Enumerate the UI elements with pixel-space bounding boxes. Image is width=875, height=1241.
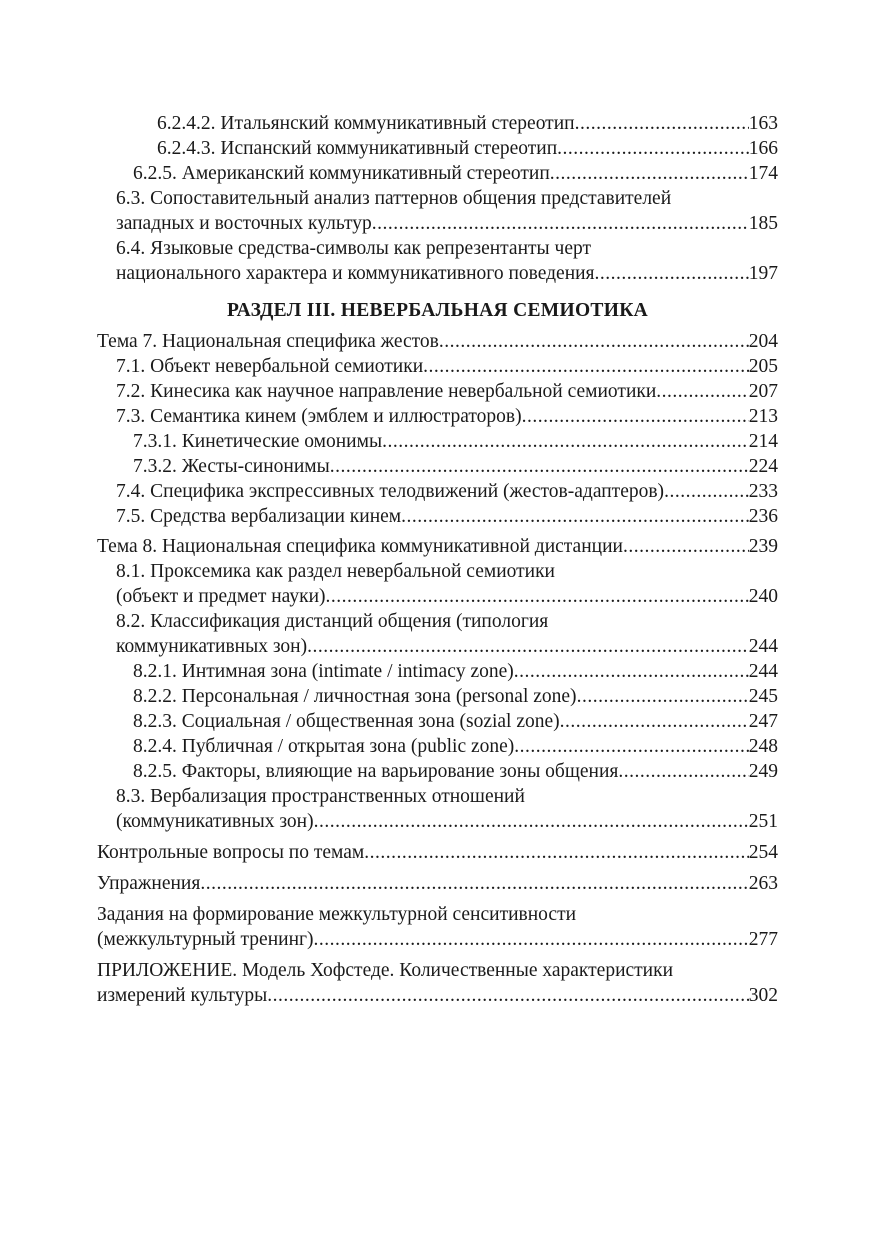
leader-dots [200,871,748,896]
toc-entry-6-2-5[interactable] [97,161,778,186]
leader-dots [372,211,749,236]
toc-entry-title: 8.2.3. Социальная / общественная зона (sozial zone) [133,711,560,732]
toc-entry-title: 7.3. Семантика кинем (эмблем и иллюстраторов) [116,406,522,427]
toc-entry-title-cont: коммуникативных зон) [116,636,308,657]
toc-entry-page: 207 [748,381,778,402]
toc-entry-topic-7[interactable] [97,329,778,354]
toc-entry-title: Тема 7. Национальная специфика жестов [97,331,439,352]
toc-entry-title: 8.3. Вербализация пространственных отношений [116,786,525,807]
toc-entry-title: 8.2.2. Персональная / личностная зона (personal zone) [133,686,577,707]
toc-entry-title-cont: национального характера и коммуникативного поведения [116,263,595,284]
toc-entry-page: 251 [748,811,778,832]
toc-entry-page: 248 [748,736,778,757]
toc-entry-page: 240 [748,586,778,607]
leader-dots [330,454,749,479]
toc-entry-page: 197 [748,263,778,284]
toc-entry-page: 249 [748,761,778,782]
toc-entry-page: 239 [748,536,778,557]
toc-entry-title: Задания на формирование межкультурной сенситивности [97,904,577,925]
leader-dots [522,404,749,429]
toc-entry-title-cont: (объект и предмет науки) [116,586,326,607]
toc-entry-6-4[interactable] [97,236,778,286]
toc-entry-title: 7.4. Специфика экспрессивных телодвижений (жестов-адаптеров) [116,481,665,502]
toc-entry-exercises[interactable] [97,871,778,896]
toc-entry-topic-8[interactable] [97,534,778,559]
toc-entry-7-2[interactable] [97,379,778,404]
toc-entry-title: 8.2.5. Факторы, влияющие на варьирование зоны общения [133,761,619,782]
toc-entry-title: 6.2.5. Американский коммуникативный стереотип [133,163,550,184]
leader-dots [618,759,748,784]
toc-entry-title-cont: измерений культуры [97,985,268,1006]
leader-dots [550,161,749,186]
leader-dots [577,684,749,709]
toc-entry-page: 302 [748,985,778,1006]
leader-dots [560,709,749,734]
leader-dots [401,504,749,529]
toc-entry-title: 7.3.2. Жесты-синонимы [133,456,330,477]
toc-entry-6-3[interactable] [97,186,778,236]
toc-entry-page: 185 [748,213,778,234]
toc-entry-title: ПРИЛОЖЕНИЕ. Модель Хофстеде. Количественные характеристики [97,960,674,981]
toc-entry-6-2-4-3[interactable] [97,136,778,161]
toc-entry-page: 214 [748,431,778,452]
toc-entry-8-2[interactable] [97,609,778,659]
toc-entry-page: 205 [748,356,778,377]
toc-entry-title: 6.3. Сопоставительный анализ паттернов общения представителей [116,188,672,209]
leader-dots [575,111,749,136]
toc-entry-page: 224 [748,456,778,477]
toc-entry-title: 7.3.1. Кинетические омонимы [133,431,383,452]
toc-entry-page: 236 [748,506,778,527]
leader-dots [267,983,748,1008]
leader-dots [423,354,749,379]
toc-entry-7-3-2[interactable] [97,454,778,479]
leader-dots [439,329,749,354]
toc-entry-title: 6.2.4.2. Итальянский коммуникативный стереотип [157,113,575,134]
toc-entry-8-2-4[interactable] [97,734,778,759]
leader-dots [382,429,749,454]
toc-entry-8-2-3[interactable] [97,709,778,734]
toc-entry-page: 204 [748,331,778,352]
toc-entry-title: 7.2. Кинесика как научное направление невербальной семиотики [116,381,657,402]
toc-entry-title: 7.1. Объект невербальной семиотики [116,356,424,377]
toc-entry-page: 245 [748,686,778,707]
toc-entry-title: Тема 8. Национальная специфика коммуникативной дистанции [97,536,623,557]
toc-entry-8-2-2[interactable] [97,684,778,709]
toc-entry-title: Контрольные вопросы по темам [97,842,365,863]
toc-entry-page: 244 [748,661,778,682]
toc-entry-7-3[interactable] [97,404,778,429]
leader-dots [364,840,749,865]
toc-entry-8-3[interactable] [97,784,778,834]
leader-dots [623,534,749,559]
toc-entry-page: 213 [748,406,778,427]
toc-entry-page: 247 [748,711,778,732]
toc-entry-title: 6.4. Языковые средства-символы как репрезентанты черт [116,238,591,259]
leader-dots [307,634,749,659]
toc-entry-page: 254 [748,842,778,863]
leader-dots [557,136,749,161]
toc-entry-6-2-4-2[interactable] [97,111,778,136]
toc-entry-7-1[interactable] [97,354,778,379]
toc-entry-8-2-5[interactable] [97,759,778,784]
leader-dots [314,927,749,952]
toc-entry-title: 8.2.4. Публичная / открытая зона (public zone) [133,736,515,757]
toc-entry-title: 8.2. Классификация дистанций общения (типология [116,611,549,632]
toc-entry-page: 263 [748,873,778,894]
toc-entry-title: 7.5. Средства вербализации кинем [116,506,402,527]
leader-dots [326,584,749,609]
leader-dots [514,734,748,759]
leader-dots [595,261,749,286]
toc-entry-8-1[interactable] [97,559,778,609]
toc-entry-page: 163 [748,113,778,134]
toc-entry-page: 233 [748,481,778,502]
toc-entry-title-cont: (коммуникативных зон) [116,811,314,832]
toc-entry-control-questions[interactable] [97,840,778,865]
toc-entry-page: 166 [748,138,778,159]
table-of-contents [97,111,778,1008]
toc-entry-title: 8.2.1. Интимная зона (intimate / intimacy zone) [133,661,514,682]
toc-entry-page: 277 [748,929,778,950]
section-heading: РАЗДЕЛ III. НЕВЕРБАЛЬНАЯ СЕМИОТИКА [226,300,649,321]
toc-entry-7-4[interactable] [97,479,778,504]
toc-entry-page: 174 [748,163,778,184]
toc-entry-title: 6.2.4.3. Испанский коммуникативный стереотип [157,138,558,159]
toc-entry-title: 8.1. Проксемика как раздел невербальной семиотики [116,561,555,582]
toc-entry-title: Упражнения [97,873,201,894]
toc-entry-tasks[interactable] [97,902,778,952]
toc-entry-7-3-1[interactable] [97,429,778,454]
leader-dots [314,809,749,834]
toc-entry-page: 244 [748,636,778,657]
toc-entry-7-5[interactable] [97,504,778,529]
toc-entry-8-2-1[interactable] [97,659,778,684]
toc-entry-appendix[interactable] [97,958,778,1008]
leader-dots [656,379,748,404]
toc-entry-title-cont: западных и восточных культур [116,213,372,234]
toc-entry-title-cont: (межкультурный тренинг) [97,929,314,950]
leader-dots [664,479,749,504]
leader-dots [514,659,749,684]
